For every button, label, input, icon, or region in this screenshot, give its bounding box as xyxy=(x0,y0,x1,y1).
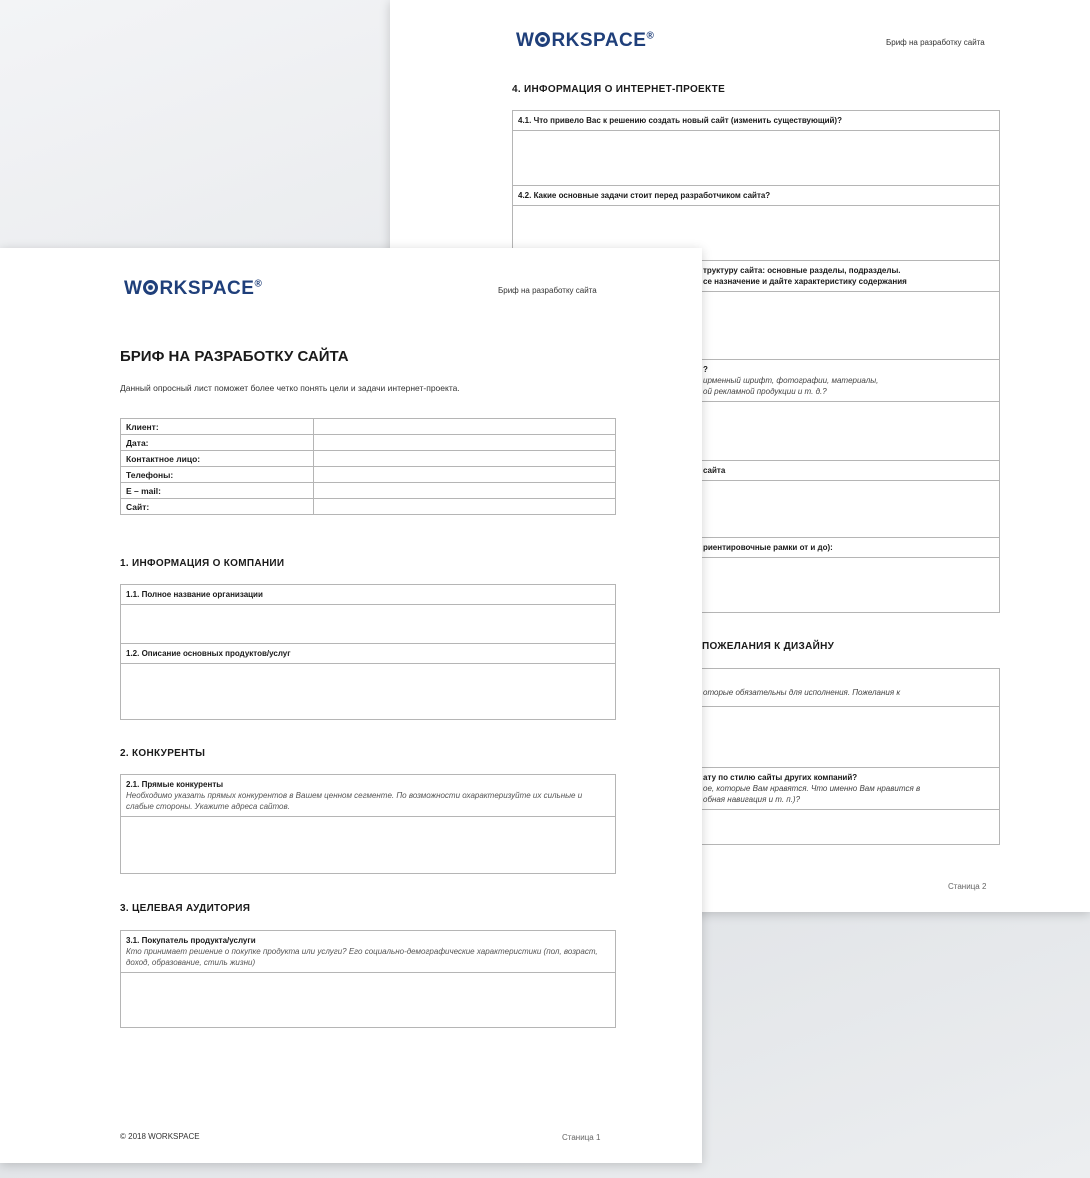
section-title: 2. КОНКУРЕНТЫ xyxy=(120,748,206,759)
row-label: Сайт: xyxy=(121,499,314,515)
question-label: 2.1. Прямые конкуренты xyxy=(126,780,224,789)
question-label: 3.1. Покупатель продукта/услуги xyxy=(126,936,256,945)
question-label: 1.1. Полное название организации xyxy=(121,585,615,605)
brief-page-1 xyxy=(0,248,702,1163)
table-row xyxy=(121,451,616,467)
question-hint: ое, которые Вам нравятся. Что именно Вам нравится в xyxy=(703,784,921,793)
row-value-field[interactable] xyxy=(314,451,616,467)
answer-field[interactable] xyxy=(121,605,615,644)
question-label: се назначение и дайте характеристику содержания xyxy=(703,277,907,286)
table-row xyxy=(121,435,616,451)
row-value-field[interactable] xyxy=(314,435,616,451)
page-number: Станица 2 xyxy=(948,882,987,891)
table-row xyxy=(121,483,616,499)
question-box xyxy=(120,584,616,720)
row-label: Дата: xyxy=(121,435,314,451)
answer-field[interactable] xyxy=(121,817,615,865)
question-label: 4.2. Какие основные задачи стоит перед разработчиком сайта? xyxy=(513,186,999,206)
row-value-field[interactable] xyxy=(314,499,616,515)
question-box xyxy=(512,110,1000,186)
question-label: труктуру сайта: основные разделы, подразделы. xyxy=(703,266,901,275)
page-title: БРИФ НА РАЗРАБОТКУ САЙТА xyxy=(120,348,349,365)
section-title: 3. ЦЕЛЕВАЯ АУДИТОРИЯ xyxy=(120,903,251,914)
answer-field[interactable] xyxy=(121,664,615,714)
question-label: ату по стилю сайты других компаний? xyxy=(703,773,858,782)
question-hint: ой рекламной продукции и т. д.? xyxy=(703,387,827,396)
question-hint: оторые обязательны для исполнения. Пожелания к xyxy=(513,669,999,707)
row-value-field[interactable] xyxy=(314,419,616,435)
table-row xyxy=(121,467,616,483)
section-title: 1. ИНФОРМАЦИЯ О КОМПАНИИ xyxy=(120,558,285,569)
table-row xyxy=(121,419,616,435)
question-hint: Необходимо указать прямых конкурентов в Вашем ценном сегменте. По возможности охарактеризуйте их сильные и слабые стороны. Укажите адреса сайтов. xyxy=(126,791,583,811)
copyright: © 2018 WORKSPACE xyxy=(120,1132,200,1141)
row-label: Клиент: xyxy=(121,419,314,435)
contact-info-table xyxy=(120,418,616,515)
row-value-field[interactable] xyxy=(314,483,616,499)
row-label: Телефоны: xyxy=(121,467,314,483)
section-title: 4. ИНФОРМАЦИЯ О ИНТЕРНЕТ-ПРОЕКТЕ xyxy=(512,84,726,95)
section-title: ПОЖЕЛАНИЯ К ДИЗАЙНУ xyxy=(702,641,835,652)
question-label: ? xyxy=(703,365,708,374)
question-label: 4.1. Что привело Вас к решению создать новый сайт (изменить существующий)? xyxy=(513,111,999,131)
question-label: 1.2. Описание основных продуктов/услуг xyxy=(121,644,615,664)
workspace-logo: W RKSPACE® xyxy=(124,278,263,299)
answer-field[interactable] xyxy=(513,131,999,186)
workspace-logo: W RKSPACE® xyxy=(516,30,655,51)
row-label: E – mail: xyxy=(121,483,314,499)
row-label: Контактное лицо: xyxy=(121,451,314,467)
page-number: Станица 1 xyxy=(562,1133,601,1142)
answer-field[interactable] xyxy=(121,973,615,1019)
question-box xyxy=(120,930,616,1028)
header-doc-name: Бриф на разработку сайта xyxy=(498,286,597,295)
question-hint: ирменный шрифт, фотографии, материалы, xyxy=(703,376,879,385)
question-label: сайта xyxy=(513,461,999,481)
question-label: риентировочные рамки от и до): xyxy=(513,538,999,558)
table-row xyxy=(121,499,616,515)
question-hint: обная навигация и т. п.)? xyxy=(703,795,801,804)
question-box xyxy=(120,774,616,874)
intro-text: Данный опросный лист поможет более четко понять цели и задачи интернет-проекта. xyxy=(120,383,460,393)
logo-o-icon xyxy=(143,280,158,295)
question-hint: Кто принимает решение о покупке продукта или услуги? Его социально-демографические характеристики (пол, возраст, доход, образование, стиль жизни) xyxy=(126,947,598,967)
header-doc-name: Бриф на разработку сайта xyxy=(886,38,985,47)
logo-o-icon xyxy=(535,32,550,47)
row-value-field[interactable] xyxy=(314,467,616,483)
